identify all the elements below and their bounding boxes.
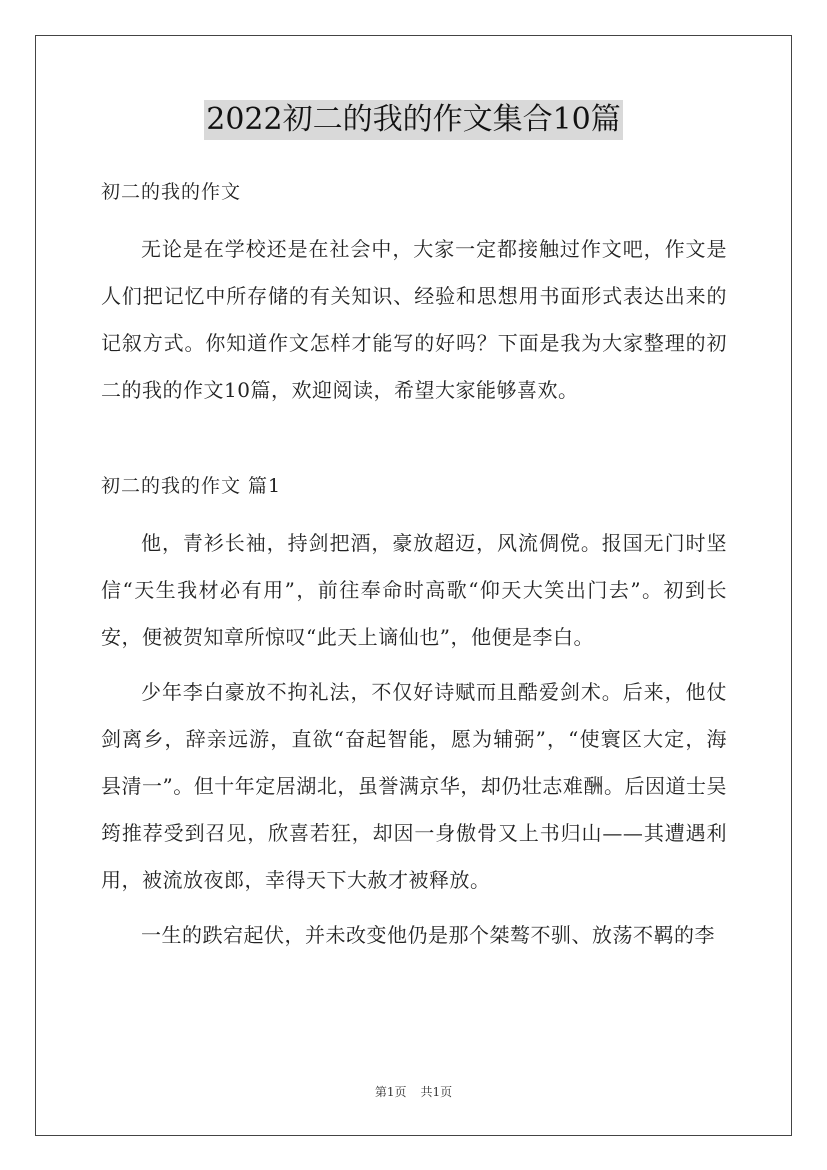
essay1-paragraph-2: 少年李白豪放不拘礼法，不仅好诗赋而且酷爱剑术。后来，他仗剑离乡，辞亲远游，直欲“奋起智能，愿为辅弼”，“使寰区大定，海县清一”。但十年定居湖北，虽誉满京华，却仍壮志难酬。后因道士吴筠推荐受到召见，欣喜若狂，却因一身傲骨又上书归山——其遭遇利用，被流放夜郎，幸得天下大赦才被释放。 (101, 680, 727, 892)
essay1-heading: 初二的我的作文 篇1 (101, 475, 282, 497)
document-body (101, 172, 727, 959)
page-footer (0, 1083, 827, 1100)
intro-heading: 初二的我的作文 (101, 181, 242, 203)
intro-paragraph: 无论是在学校还是在社会中，大家一定都接触过作文吧，作文是人们把记忆中所存储的有关知识、经验和思想用书面形式表达出来的记叙方式。你知道作文怎样才能写的好吗？下面是我为大家整理的初二的我的作文10篇，欢迎阅读，希望大家能够喜欢。 (101, 237, 727, 402)
document-title: 2022初二的我的作文集合10篇 (204, 100, 623, 140)
essay1-paragraph-1: 他，青衫长袖，持剑把酒，豪放超迈，风流倜傥。报国无门时坚信“天生我材必有用”，前往奉命时高歌“仰天大笑出门去”。初到长安，便被贺知章所惊叹“此天上谪仙也”，他便是李白。 (101, 531, 727, 649)
page-number-total: 共1页 (420, 1085, 453, 1099)
document-title-wrapper (0, 100, 827, 140)
essay1-paragraph-3: 一生的跌宕起伏，并未改变他仍是那个桀骜不驯、放荡不羁的李 (141, 923, 715, 947)
page-number-current: 第1页 (374, 1085, 407, 1099)
